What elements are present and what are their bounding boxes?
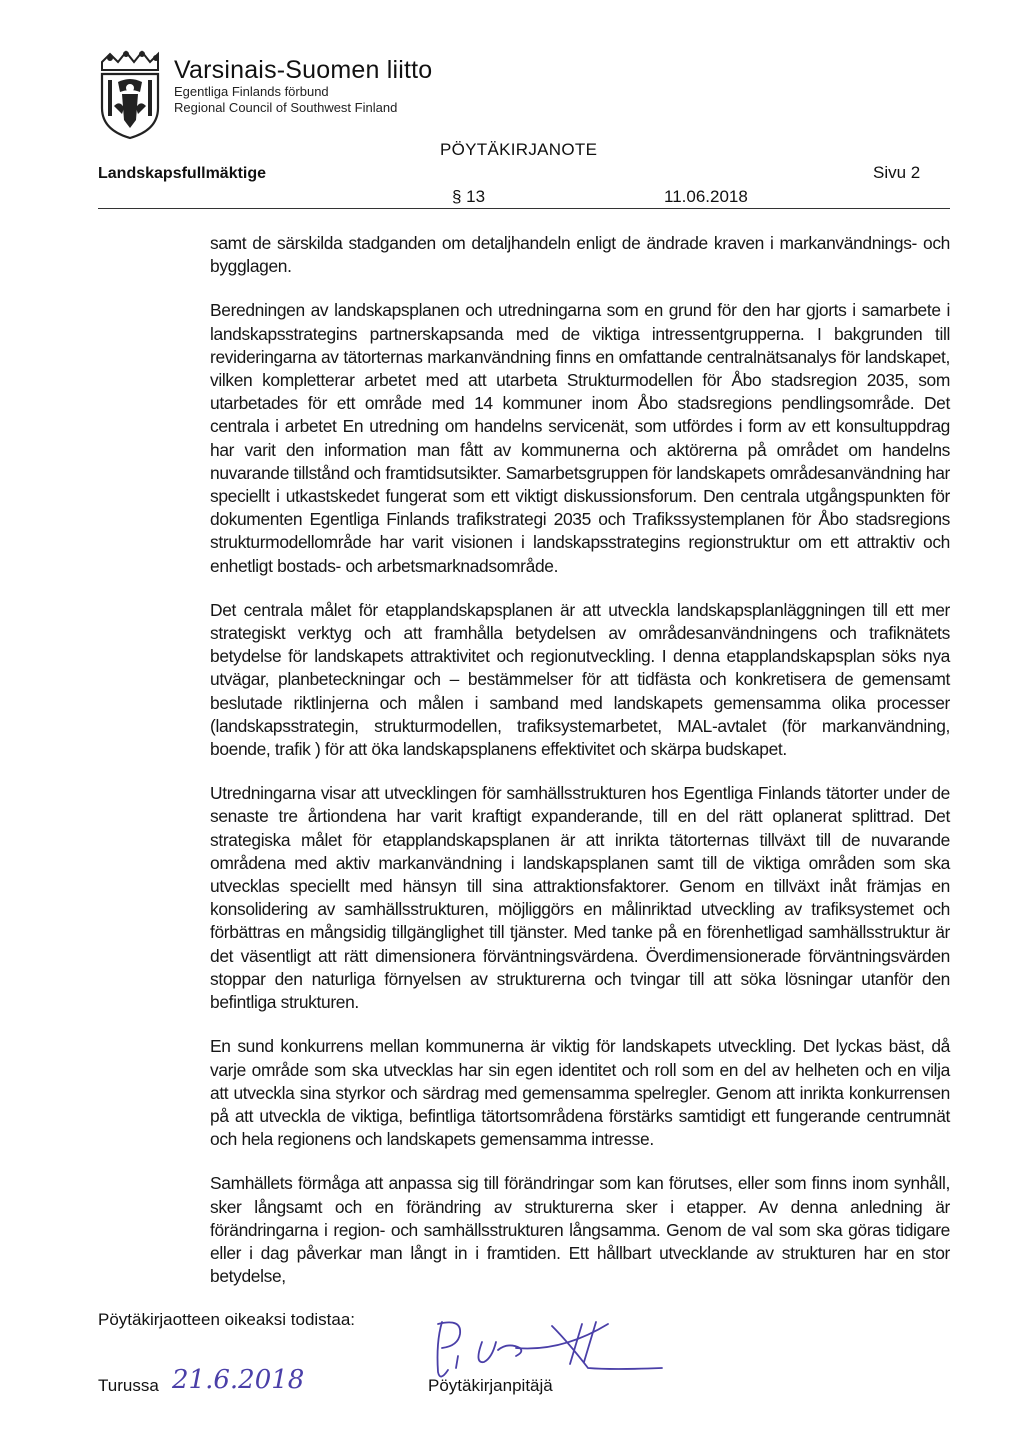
organization-name-english: Regional Council of Southwest Finland — [174, 100, 398, 115]
header-divider — [98, 208, 950, 209]
handwritten-date: 21.6.2018 — [172, 1365, 305, 1395]
page-number: Sivu 2 — [873, 163, 921, 182]
handwritten-signature — [412, 1312, 672, 1386]
paragraph: En sund konkurrens mellan kommunerna är viktig för landskapets utveckling. Det lyckas bäst, då varje område som ska utvecklas har sin egen identitet och roll som en del av helheten och en vilja att utveckla sina styrkor och särdrag med gemensamma spelregler. Genom att inrikta konkurrensen på att utveckla de viktiga, befintliga tätortsområdena förstärks samtidigt ett fungerande centrumnät och hela regionens och landskapets gemensamma intresse. — [210, 1036, 950, 1150]
body-name: Landskapsfullmäktige — [98, 165, 267, 182]
organization-name-swedish: Egentliga Finlands förbund — [174, 84, 329, 99]
coat-of-arms-logo — [96, 48, 164, 140]
meeting-date: 11.06.2018 — [664, 187, 748, 206]
organization-block — [174, 56, 432, 116]
section-number: § 13 — [452, 187, 486, 206]
paragraph: Samhällets förmåga att anpassa sig till förändringar som kan förutses, eller som finns inom synhåll, sker långsamt och en förändring av strukturerna sker i etapper. Av denna anledning är förändringarna i region- och samhällsstrukturen långsamma. Genom de val som ska göras tidigare eller i dag påverkar man långt in i framtiden. Ett hållbart utvecklande av strukturen har en stor betydelse, — [210, 1173, 950, 1287]
signer-title: Pöytäkirjanpitäjä — [428, 1376, 553, 1395]
place-label: Turussa — [98, 1376, 159, 1395]
document-type: PÖYTÄKIRJANOTE — [440, 140, 598, 159]
organization-name: Varsinais-Suomen liitto — [174, 56, 433, 84]
paragraph: Det centrala målet för etapplandskapsplanen är att utveckla landskapsplanläggningen till ett mer strategiskt verktyg och att framhålla betydelsen av områdesanvändningens och trafiknätets betydelse för landskapets attraktivitet och regionutveckling. I denna etapplandskapsplan söks nya utvägar, planbeteckningar och – bestämmelser för att tidfästa och konkretisera de gemensamt beslutade riktlinjerna och målen i samband med landskapets gemensamma olika processer (landskapsstrategin, strukturmodellen, trafiksystemarbetet, MAL-avtalet (för markanvändning, boende, trafik ) för att öka landskapsplanens effektivitet och skärpa budskapet. — [210, 599, 950, 760]
attestation-label: Pöytäkirjaotteen oikeaksi todistaa: — [98, 1310, 356, 1329]
paragraph: Beredningen av landskapsplanen och utredningarna som en grund för den har gjorts i samarbete i landskapsstrategins partnerskapsanda med de viktiga intressentgrupperna. I bakgrunden till revideringarna av tätorternas markanvändning finns en omfattande centralnätsanalys för landskapet, vilken kompletterar arbetet med att utarbeta Strukturmodellen för Åbo stadsregion 2035, som utarbetades för ett område med 14 kommuner inom Åbo stadsregions pendlingsområde. Det centrala i arbetet En utredning om handelns servicenät, som utfördes i form av ett konsultuppdrag har varit den information man fått av kommunerna och aktörerna på området om handelns nuvarande tillstånd och framtidsutsikter. Samarbetsgruppen för landskapets områdesanvändning har speciellt i utkastskedet fungerat som ett viktigt diskussionsforum. Den centrala utgångspunkten för dokumenten Egentliga Finlands trafikstrategi 2035 och Trafikssystemplanen för Åbo stadsregions strukturmodellområde har varit visionen i landskapsstrategins regionstruktur om ett attraktiv och enhetligt bostads- och arbetsmarknadsområde. — [210, 300, 950, 576]
paragraph: Utredningarna visar att utvecklingen för samhällsstrukturen hos Egentliga Finlands tätorter under de senaste tre årtiondena har varit kraftigt expanderande, till en del rätt oplanerat splittrad. Det strategiska målet för etapplandskapsplanen är att inrikta tätorternas tillväxt till de nuvarande områdena med aktiv markanvändning i landskapsplanen samt till de viktiga områden som ska utvecklas speciellt med hänsyn till sina attraktionsfaktorer. Genom en tillväxt inåt främjas en konsolidering av samhällsstrukturen, möjliggörs en målinriktad utveckling av trafiksystemet och förbättras en mångsidig tillgänglighet till tjänster. Med tanke på en förenhetligad samhällsstruktur är det väsentligt att rätt dimensionera förväntningsvärdena. Överdimensionerade förväntningsvärden stoppar den naturliga förnyelsen av strukturerna och tvingar till att söka lösningar utanför den befintliga strukturen. — [210, 783, 950, 1013]
body-text — [210, 232, 950, 1309]
paragraph: samt de särskilda stadganden om detaljhandeln enligt de ändrade kraven i markanvändnings- och bygglagen. — [210, 233, 950, 277]
